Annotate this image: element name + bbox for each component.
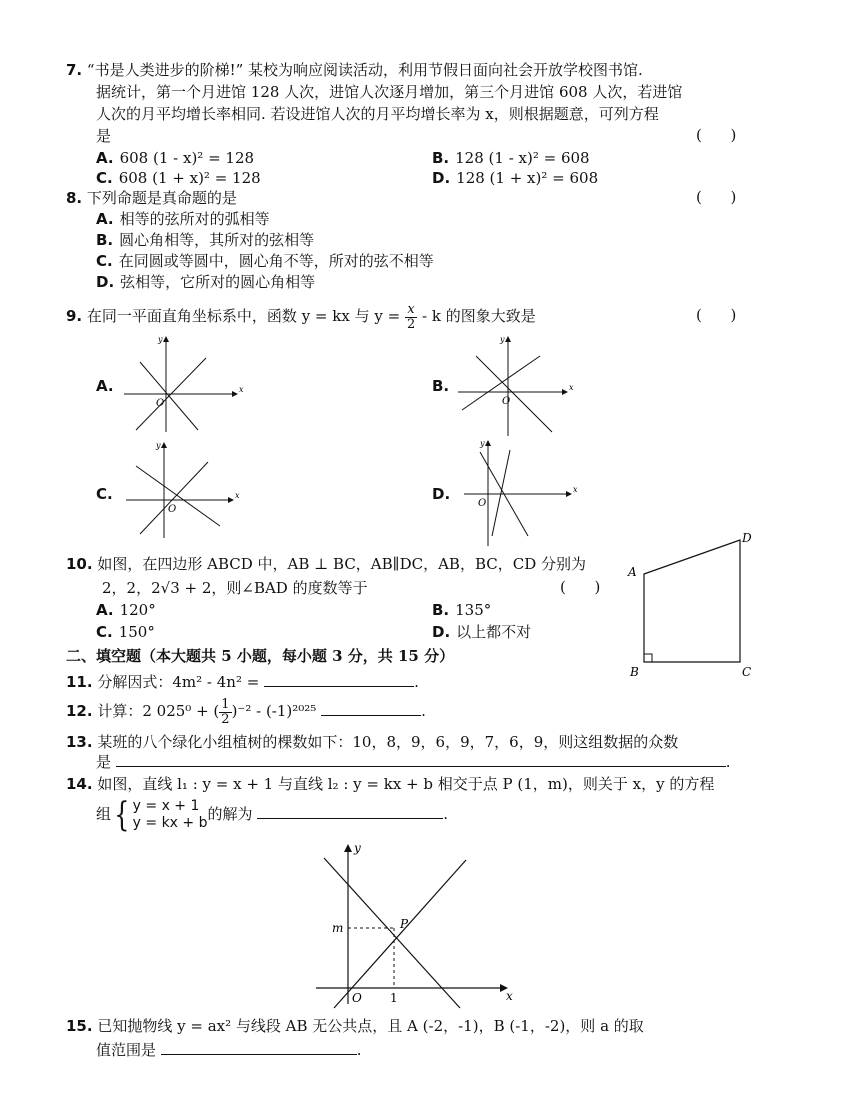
- q7-answer-paren[interactable]: ( ): [696, 126, 737, 144]
- q14-label-m: m: [332, 921, 344, 935]
- q7-option-c[interactable]: [96, 168, 261, 188]
- q14-label-x: x: [506, 989, 513, 1003]
- q8-option-b-label: B.: [96, 231, 114, 249]
- q9-graph-b-label[interactable]: [432, 376, 455, 396]
- q9-graph-b-x-arrow: [562, 389, 568, 395]
- q15-text-line2: 值范围是: [96, 1041, 157, 1059]
- q14-line-graph-figure: [310, 838, 520, 1010]
- q15-line2: [96, 1040, 362, 1060]
- q8-option-b[interactable]: [96, 230, 314, 250]
- q9-graph-c-x-label: x: [235, 491, 240, 500]
- q8-option-b-text: 圆心角相等，其所对的弦相等: [119, 231, 315, 249]
- q11-end-mark: .: [414, 673, 419, 691]
- section-2-title: 二、填空题（本大题共 5 小题，每小题 3 分，共 15 分）: [66, 647, 455, 665]
- q14-label-p: P: [400, 917, 409, 931]
- q9-stem: [66, 300, 536, 332]
- q10-text-line2: 2，2，2√3 + 2，则∠BAD 的度数等于: [102, 579, 368, 597]
- q11: [66, 672, 419, 692]
- q12-text-a: 计算：2 025⁰ + (: [97, 702, 220, 720]
- q7-number: 7.: [66, 61, 83, 79]
- q14-equation-2: y = kx + b: [132, 815, 208, 831]
- q9-graph-c-y-label: y: [156, 441, 161, 450]
- q14-equation-1: y = x + 1: [132, 798, 200, 814]
- q15-end-mark: .: [356, 1041, 362, 1059]
- q8-option-c[interactable]: [96, 251, 434, 271]
- q9-graph-c-label[interactable]: [96, 484, 119, 504]
- q9-graph-c-line-1: [136, 466, 220, 526]
- q12-end-mark: .: [421, 702, 426, 720]
- q7-option-c-text: 608 (1 + x)² = 128: [118, 169, 261, 187]
- q10-option-a-label: A.: [96, 601, 114, 619]
- q10-quadrilateral-figure: [624, 530, 758, 682]
- q7-option-b-label: B.: [432, 149, 450, 167]
- q8-option-d-label: D.: [96, 273, 115, 291]
- q8-option-c-label: C.: [96, 252, 113, 270]
- q10-option-d-label: D.: [432, 623, 451, 641]
- q13-number: 13.: [66, 733, 93, 751]
- q14-equation-system: [133, 798, 208, 832]
- q9-graph-b-line-2: [476, 356, 552, 432]
- q9-graph-b: [456, 332, 576, 440]
- q9-graph-b-y-label: y: [500, 335, 505, 344]
- q10-vertex-a: A: [628, 565, 637, 579]
- q9-graph-a-y-label: y: [158, 335, 163, 344]
- q11-text: 分解因式：4m² - 4n² =: [97, 673, 260, 691]
- q9-graph-c-origin: O: [168, 504, 177, 515]
- q15-text-line1: 已知抛物线 y = ax² 与线段 AB 无公共点，且 A (-2，-1)，B (-1，-2)，则 a 的取: [97, 1017, 644, 1035]
- q9-graph-a-letter: A.: [96, 377, 114, 395]
- q10-option-d-text: 以上都不对: [456, 623, 532, 641]
- q10-right-angle-mark: [644, 654, 652, 662]
- q7-option-b-text: 128 (1 - x)² = 608: [455, 149, 590, 167]
- q10-option-b[interactable]: [432, 600, 491, 620]
- q14-number: 14.: [66, 775, 93, 793]
- q13-end-mark: .: [725, 753, 731, 771]
- q10-vertex-d: D: [742, 531, 752, 545]
- q12-text-b: )⁻² - (-1)²⁰²⁵: [231, 702, 317, 720]
- q7-option-a-label: A.: [96, 149, 114, 167]
- q12-frac-den: 2: [221, 711, 230, 727]
- q14-line2: [96, 795, 449, 835]
- q7-option-d-label: D.: [432, 169, 451, 187]
- q9-graph-d-y-label: y: [480, 439, 485, 448]
- q9-answer-paren[interactable]: ( ): [696, 306, 737, 324]
- q9-graph-b-letter: B.: [432, 377, 450, 395]
- q8-option-a[interactable]: [96, 209, 270, 229]
- q8-text: 下列命题是真命题的是: [86, 189, 237, 207]
- q7-text-line1: “书是人类进步的阶梯!” 某校为响应阅读活动，利用节假日面向社会开放学校图书馆.: [86, 61, 643, 79]
- q7-option-a[interactable]: [96, 148, 254, 168]
- q14-end-mark: .: [443, 805, 449, 823]
- q10-answer-paren[interactable]: ( ): [560, 578, 601, 596]
- q13-line1: [66, 732, 678, 752]
- q14-y-arrow: [344, 844, 352, 852]
- q14-text-line2-a: 组: [96, 805, 112, 823]
- q7-option-b[interactable]: [432, 148, 590, 168]
- q9-graph-a-label[interactable]: [96, 376, 120, 396]
- q9-graph-b-line-1: [462, 356, 540, 410]
- q14-label-y: y: [354, 841, 361, 855]
- q13-text-line1: 某班的八个绿化小组植树的棵数如下：10，8，9，6，9，7，6，9，则这组数据的众数: [97, 733, 679, 751]
- q15-number: 15.: [66, 1017, 93, 1035]
- q10-option-b-text: 135°: [455, 601, 492, 619]
- q15-line1: [66, 1016, 644, 1036]
- q10-option-c-label: C.: [96, 623, 113, 641]
- q7-option-d-text: 128 (1 + x)² = 608: [456, 169, 599, 187]
- q9-graph-a-origin: O: [156, 398, 165, 409]
- q9-graph-a-y-arrow: [163, 336, 169, 342]
- q9-graph-c-letter: C.: [96, 485, 113, 503]
- q8-number: 8.: [66, 189, 83, 207]
- q13-answer-blank[interactable]: [116, 752, 726, 767]
- q7-option-a-text: 608 (1 - x)² = 128: [119, 149, 255, 167]
- q13-text-line2: 是: [96, 753, 112, 771]
- q8-option-a-text: 相等的弦所对的弧相等: [119, 210, 270, 228]
- q12-frac-num: 1: [221, 696, 230, 712]
- q12: [66, 696, 426, 726]
- q12-number: 12.: [66, 702, 93, 720]
- q10-option-b-label: B.: [432, 601, 450, 619]
- q8-option-d-text: 弦相等，它所对的圆心角相等: [120, 273, 316, 291]
- q12-answer-blank[interactable]: [321, 701, 421, 716]
- q15-answer-blank[interactable]: [161, 1040, 357, 1055]
- q12-fraction: [219, 698, 231, 727]
- q10-option-a[interactable]: [96, 600, 156, 620]
- q7-option-d[interactable]: [432, 168, 598, 188]
- q9-text-b: - k 的图象大致是: [422, 307, 536, 325]
- q9-graph-c: [124, 438, 244, 542]
- q8-option-d[interactable]: [96, 272, 315, 292]
- q14-answer-blank[interactable]: [257, 804, 443, 819]
- q14-line1: [66, 774, 714, 794]
- q10-option-c-text: 150°: [118, 623, 155, 641]
- q8-option-a-label: A.: [96, 210, 114, 228]
- q9-graph-b-origin: O: [502, 396, 511, 407]
- q9-graph-d-label[interactable]: [432, 484, 456, 504]
- q10-vertex-c: C: [742, 665, 752, 679]
- q9-graph-c-y-arrow: [161, 442, 167, 448]
- q11-answer-blank[interactable]: [264, 672, 414, 687]
- q9-graph-a-x-label: x: [239, 385, 244, 394]
- q14-line-l1: [334, 860, 466, 1008]
- q7-line1: [66, 60, 643, 80]
- q10-quadrilateral-abcd: [644, 540, 740, 662]
- q9-graph-d-x-arrow: [566, 491, 572, 497]
- q9-text-a: 在同一平面直角坐标系中，函数 y = kx 与 y =: [86, 307, 401, 325]
- q13-line2: [96, 752, 731, 772]
- q9-graph-d: [462, 436, 582, 548]
- q9-graph-d-x-label: x: [573, 485, 578, 494]
- q9-graph-c-line-2: [140, 462, 208, 534]
- q7-text-line3: 人次的月平均增长率相同. 若设进馆人次的月平均增长率为 x，则根据题意，可列方程: [96, 105, 659, 123]
- q14-brace: {: [114, 795, 130, 835]
- q9-graph-c-x-arrow: [228, 497, 234, 503]
- q14-text-line1: 如图，直线 l₁ : y = x + 1 与直线 l₂ : y = kx + b 相交于点 P (1，m)，则关于 x，y 的方程: [97, 775, 715, 793]
- q10-line1: [66, 554, 586, 574]
- q8-stem: [66, 188, 237, 208]
- q9-graph-d-y-arrow: [485, 440, 491, 446]
- q9-graph-a-x-arrow: [232, 391, 238, 397]
- q9-graph-b-x-label: x: [569, 383, 574, 392]
- q11-number: 11.: [66, 673, 93, 691]
- q10-option-a-text: 120°: [119, 601, 156, 619]
- q7-option-c-label: C.: [96, 169, 113, 187]
- q14-line-l2: [324, 858, 460, 1008]
- q10-text-line1: 如图，在四边形 ABCD 中，AB ⊥ BC，AB∥DC，AB，BC，CD 分别为: [97, 555, 587, 573]
- q7-text-line4: 是: [96, 127, 112, 145]
- q8-answer-paren[interactable]: ( ): [696, 188, 737, 206]
- q14-text-line2-b: 的解为: [207, 805, 253, 823]
- q9-graph-d-origin: O: [478, 498, 487, 509]
- q9-graph-d-line-2: [492, 450, 510, 536]
- q7-text-line2: 据统计，第一个月进馆 128 人次，进馆人次逐月增加，第三个月进馆 608 人次，若进馆: [96, 83, 683, 101]
- q9-graph-a: [122, 332, 242, 436]
- q14-label-one: 1: [390, 991, 398, 1005]
- q10-option-d[interactable]: [432, 622, 531, 642]
- q8-option-c-text: 在同圆或等圆中，圆心角不等，所对的弦不相等: [118, 252, 434, 270]
- q9-fraction: [405, 303, 417, 332]
- q10-number: 10.: [66, 555, 93, 573]
- q9-graph-b-y-arrow: [505, 336, 511, 342]
- q9-frac-den: 2: [406, 316, 416, 332]
- q9-graph-d-letter: D.: [432, 485, 451, 503]
- q10-option-c[interactable]: [96, 622, 155, 642]
- q14-label-origin: O: [352, 991, 362, 1005]
- q9-frac-num: x: [405, 303, 417, 318]
- q10-vertex-b: B: [630, 665, 639, 679]
- q9-number: 9.: [66, 307, 83, 325]
